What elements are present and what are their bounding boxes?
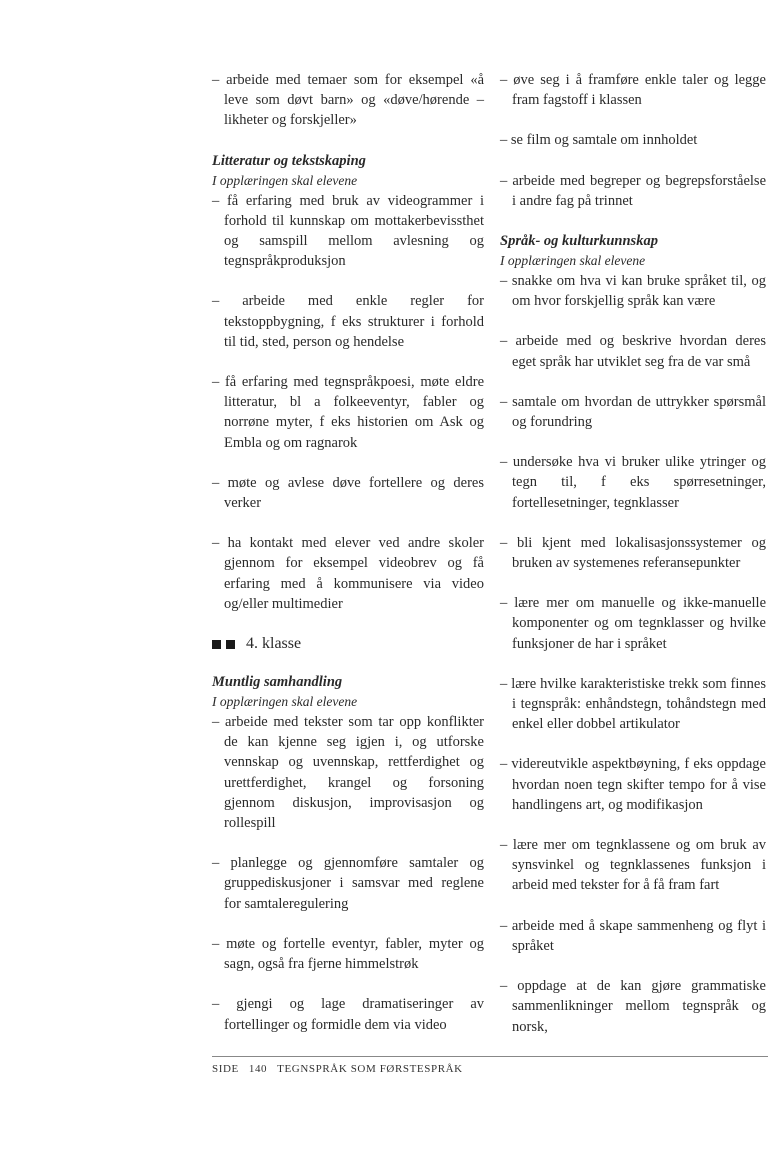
list-item: – lære mer om manuelle og ikke-manuelle komponenter og om tegnklasser og hvilke funksjoner de har i språket	[500, 593, 766, 654]
list-item: – se film og samtale om innholdet	[500, 130, 766, 150]
list-item: – videreutvikle aspektbøyning, f eks oppdage hvordan noen tegn skifter tempo for å vise handlingens art, og modifikasjon	[500, 754, 766, 815]
section-heading-litteratur: Litteratur og tekstskaping	[212, 152, 366, 169]
footer-side-label: SIDE	[212, 1063, 239, 1075]
square-bullet-icon	[212, 640, 221, 649]
intro-items	[212, 70, 484, 131]
grade-heading	[212, 634, 484, 654]
list-item: – øve seg i å framføre enkle taler og legge fram fagstoff i klassen	[500, 70, 766, 110]
list-item: – bli kjent med lokalisasjonssystemer og bruken av systemenes referansepunkter	[500, 533, 766, 573]
page-footer	[212, 1063, 463, 1075]
section-heading-muntlig: Muntlig samhandling	[212, 674, 343, 691]
list-item: – ha kontakt med elever ved andre skoler gjennom for eksempel videobrev og få erfaring med å kommunisere via video og/eller multimedier	[212, 533, 484, 614]
list-item: – planlegge og gjennomføre samtaler og gruppediskusjoner i samsvar med reglene for samtaleregulering	[212, 853, 484, 914]
list-item: – arbeide med begreper og begrepsforståelse i andre fag på trinnet	[500, 171, 766, 211]
square-bullet-icon	[226, 640, 235, 649]
section-subheading: I opplæringen skal elevene	[500, 253, 646, 269]
page-number: 140	[248, 1063, 268, 1075]
list-item: – få erfaring med tegnspråkpoesi, møte eldre litteratur, bl a folkeeventyr, fabler og norrøne myter, f eks historien om Ask og Embla og om ragnarok	[212, 372, 484, 453]
section-heading-sprak: Språk- og kulturkunnskap	[500, 233, 658, 250]
section-subheading: I opplæringen skal elevene	[212, 172, 358, 188]
list-item: – få erfaring med bruk av videogrammer i forhold til kunnskap om mottakerbevissthet og samspill mellom avlesning og tegnspråkproduksjon	[212, 191, 484, 272]
list-item: – arbeide med enkle regler for tekstoppbygning, f eks strukturer i forhold til tid, sted, person og hendelse	[212, 291, 484, 352]
list-item: – arbeide med temaer som for eksempel «å leve som døvt barn» og «døve/hørende – likheter og forskjeller»	[212, 70, 484, 131]
grade-label: 4. klasse	[246, 635, 302, 653]
list-item: – arbeide med å skape sammenheng og flyt i språket	[500, 916, 766, 956]
section-subheading: I opplæringen skal elevene	[212, 694, 358, 710]
list-item: – snakke om hva vi kan bruke språket til, og om hvor forskjellig språk kan være	[500, 271, 766, 311]
list-item: – samtale om hvordan de uttrykker spørsmål og forundring	[500, 392, 766, 432]
list-item: – oppdage at de kan gjøre grammatiske sammenlikninger mellom tegnspråk og norsk,	[500, 976, 766, 1037]
right-column	[500, 70, 766, 1057]
left-column	[212, 70, 484, 1055]
list-item: – undersøke hva vi bruker ulike ytringer og tegn til, f eks spørresetninger, fortellesetninger, tegnklasser	[500, 452, 766, 513]
footer-rule	[212, 1056, 768, 1057]
list-item: – møte og avlese døve fortellere og deres verker	[212, 473, 484, 513]
list-item: – lære mer om tegnklassene og om bruk av synsvinkel og tegnklassenes funksjon i arbeid med tekster for å få fram fart	[500, 835, 766, 896]
list-item: – arbeide med tekster som tar opp konflikter de kan kjenne seg igjen i, og utforske vennskap og uvennskap, rettferdighet og urettferdighet, krangel og forsoning gjennom diskusjon, improvisasjon og rollespill	[212, 712, 484, 833]
list-item: – gjengi og lage dramatiseringer av fortellinger og formidle dem via video	[212, 994, 484, 1034]
list-item: – lære hvilke karakteristiske trekk som finnes i tegnspråk: enhåndstegn, tohåndstegn med enkel eller dobbel artikulator	[500, 674, 766, 735]
list-item: – arbeide med og beskrive hvordan deres eget språk har utviklet seg fra de var små	[500, 331, 766, 371]
list-item: – møte og fortelle eventyr, fabler, myter og sagn, også fra fjerne himmelstrøk	[212, 934, 484, 974]
running-title: TEGNSPRÅK SOM FØRSTESPRÅK	[277, 1063, 463, 1075]
